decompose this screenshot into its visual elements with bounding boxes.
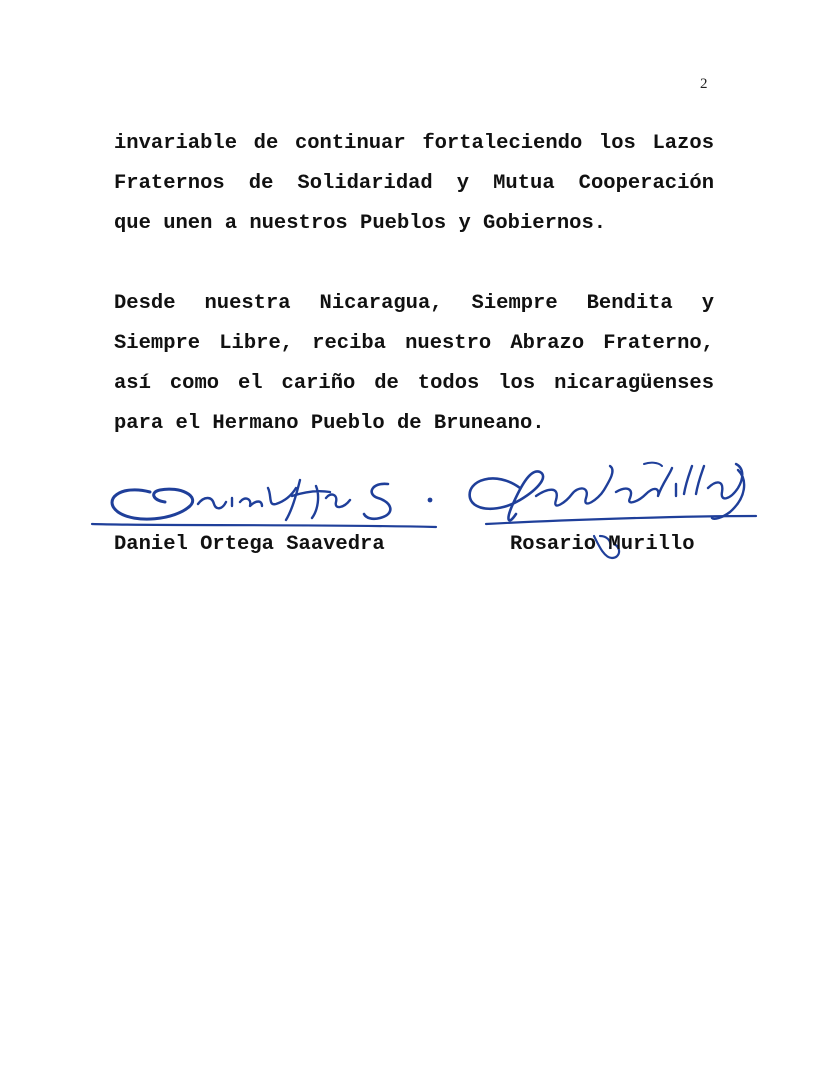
paragraph-line: así como el cariño de todos los nicaragüenses <box>114 372 714 395</box>
paragraph-line: que unen a nuestros Pueblos y Gobiernos. <box>114 212 607 235</box>
signer-name-left: Daniel Ortega Saavedra <box>114 533 385 556</box>
signer-name-right: Rosario Murillo <box>510 533 695 556</box>
paragraph-greeting <box>114 284 714 444</box>
signature-block <box>0 440 825 570</box>
paragraph-line: invariable de continuar fortaleciendo los Lazos <box>114 132 714 155</box>
page-number: 2 <box>700 76 708 92</box>
paragraph-line: para el Hermano Pueblo de Bruneano. <box>114 412 545 435</box>
signature-left-handwriting <box>92 480 436 527</box>
paragraph-line: Siempre Libre, reciba nuestro Abrazo Fraterno, <box>114 332 714 355</box>
paragraph-line: Fraternos de Solidaridad y Mutua Cooperación <box>114 172 714 195</box>
paragraph-line: Desde nuestra Nicaragua, Siempre Bendita y <box>114 292 714 315</box>
paragraph-closing-commitment <box>114 124 714 244</box>
